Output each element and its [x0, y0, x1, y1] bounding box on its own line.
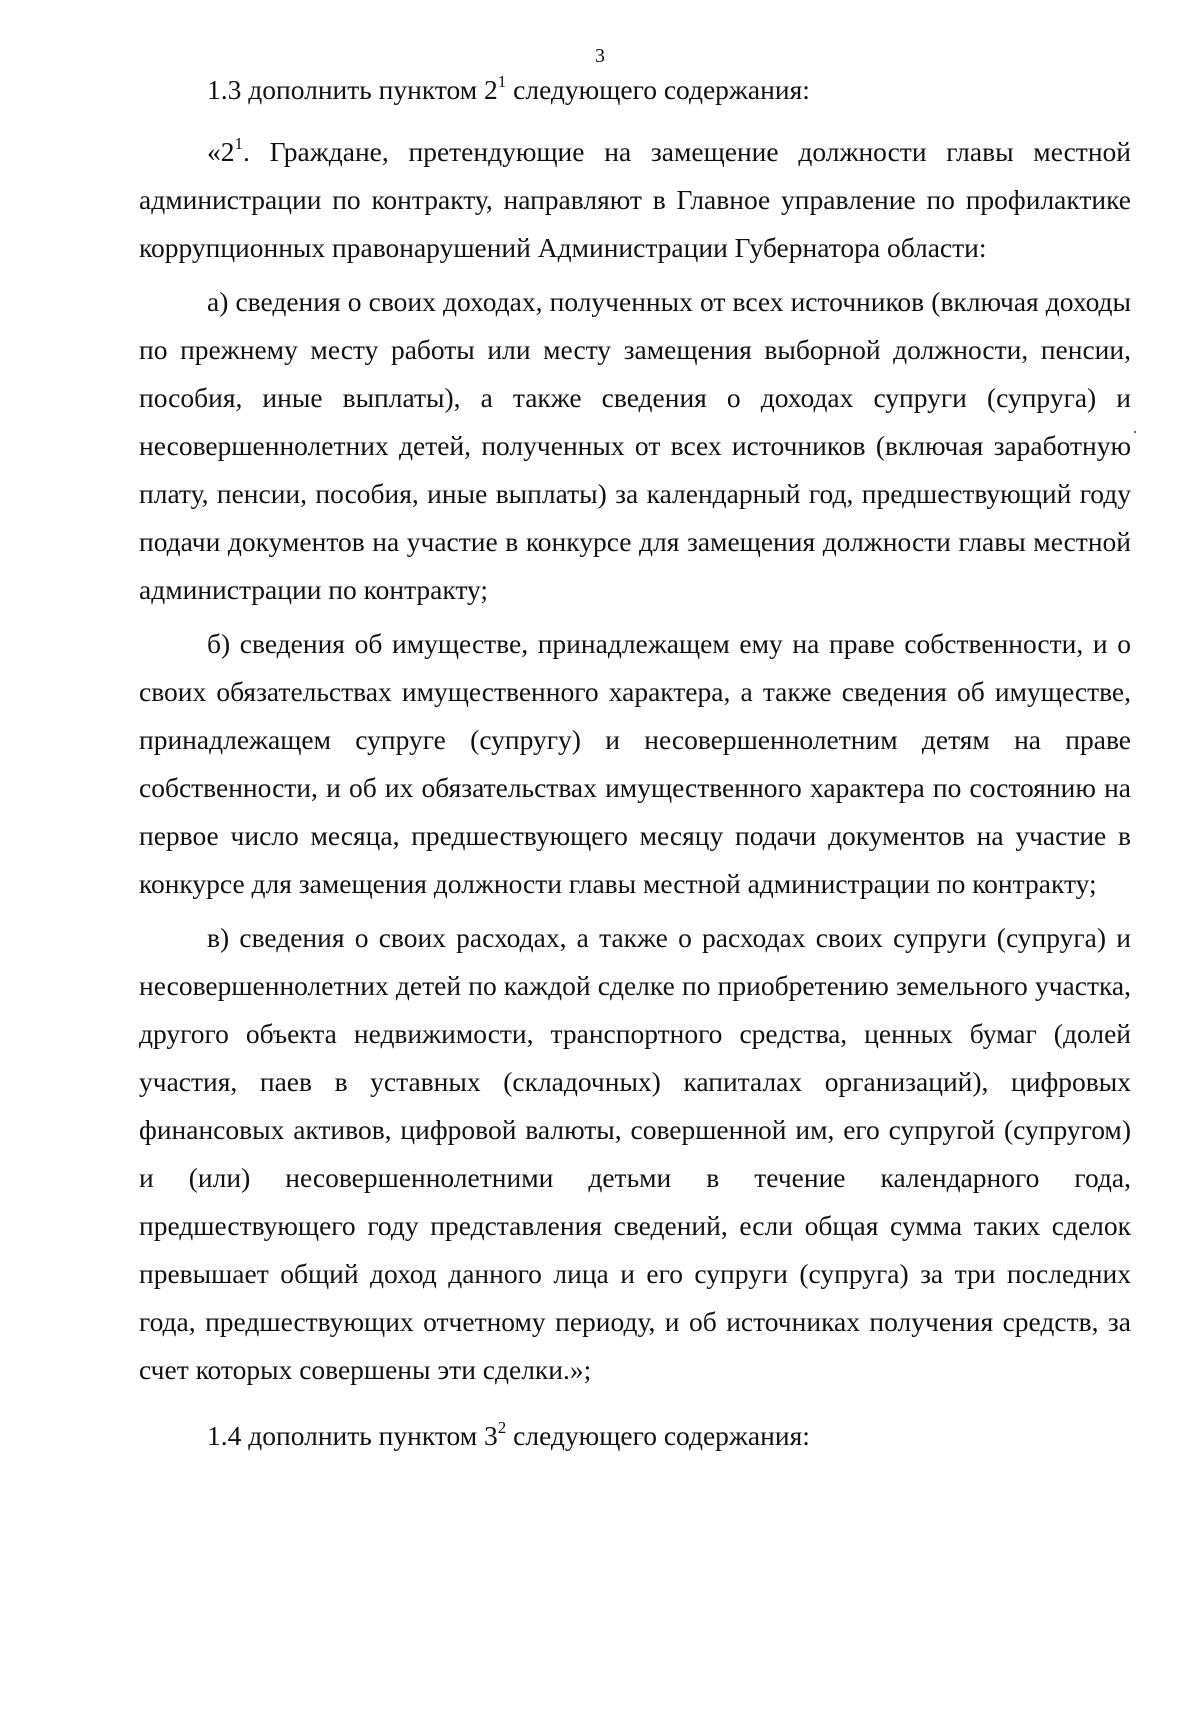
paragraph-text: в) сведения о своих расходах, а также о расходах своих супруги (супруга) и несовершеннолетних детей по каждой сделке по приобретению земельного участка, другого объекта недвижимости, транспортного средства, ценных бумаг (долей участия, паев в уставных (складочных) капиталах организаций), цифровых финансовых активов, цифровой валюты, совершенной им, его супругой (супругом) и (или) несовершеннолетними детьми в течение календарного года, предшествующего году представления сведений, если общая сумма таких сделок превышает общий доход данного лица и его супруги (супруга) за три последних года, предшествующих отчетному периоду, и об источниках получения средств, за счет которых совершены эти сделки.»;: [139, 922, 1131, 1385]
paragraph-item-v: [139, 914, 1131, 1394]
paragraph-1-3: [139, 66, 1131, 114]
paragraph-item-b: [139, 620, 1131, 908]
superscript: 2: [497, 1417, 507, 1437]
paragraph-text: б) сведения об имуществе, принадлежащем ему на праве собственности, и о своих обязательствах имущественного характера, а также сведения об имуществе, принадлежащем супруге (супругу) и несовершеннолетним детям на праве собственности, и об их обязательствах имущественного характера по состоянию на первое число месяца, предшествующего месяцу подачи документов на участие в конкурсе для замещения должности главы местной администрации по контракту;: [139, 628, 1131, 899]
paragraph-text: следующего содержания:: [506, 74, 810, 105]
paragraph-text: . Граждане, претендующие на замещение должности главы местной администрации по контракту, направляют в Главное управление по профилактике коррупционных правонарушений Администрации Губернатора области:: [139, 136, 1131, 263]
paragraph-text: «2: [207, 136, 235, 167]
paragraph-2-1-intro: [139, 128, 1131, 272]
superscript: 1: [234, 133, 243, 153]
page-number: 3: [595, 45, 605, 67]
paragraph-1-4: [139, 1412, 1131, 1460]
paragraph-item-a: [139, 278, 1131, 614]
paragraph-text: следующего содержания:: [506, 1420, 810, 1451]
paragraph-text: 1.4 дополнить пунктом 3: [207, 1420, 498, 1451]
paragraph-text: 1.3 дополнить пунктом 2: [207, 74, 498, 105]
superscript: 1: [497, 71, 507, 91]
paragraph-text: а) сведения о своих доходах, полученных от всех источников (включая доходы по прежнему месту работы или месту замещения выборной должности, пенсии, пособия, иные выплаты), а также сведения о доходах супруги (супруга) и несовершеннолетних детей, полученных от всех источников (включая заработную плату, пенсии, пособия, иные выплаты) за календарный год, предшествующий году подачи документов на участие в конкурсе для замещения должности главы местной администрации по контракту;: [139, 286, 1131, 605]
scan-speck: [1134, 431, 1136, 433]
document-body: [139, 66, 1131, 1460]
